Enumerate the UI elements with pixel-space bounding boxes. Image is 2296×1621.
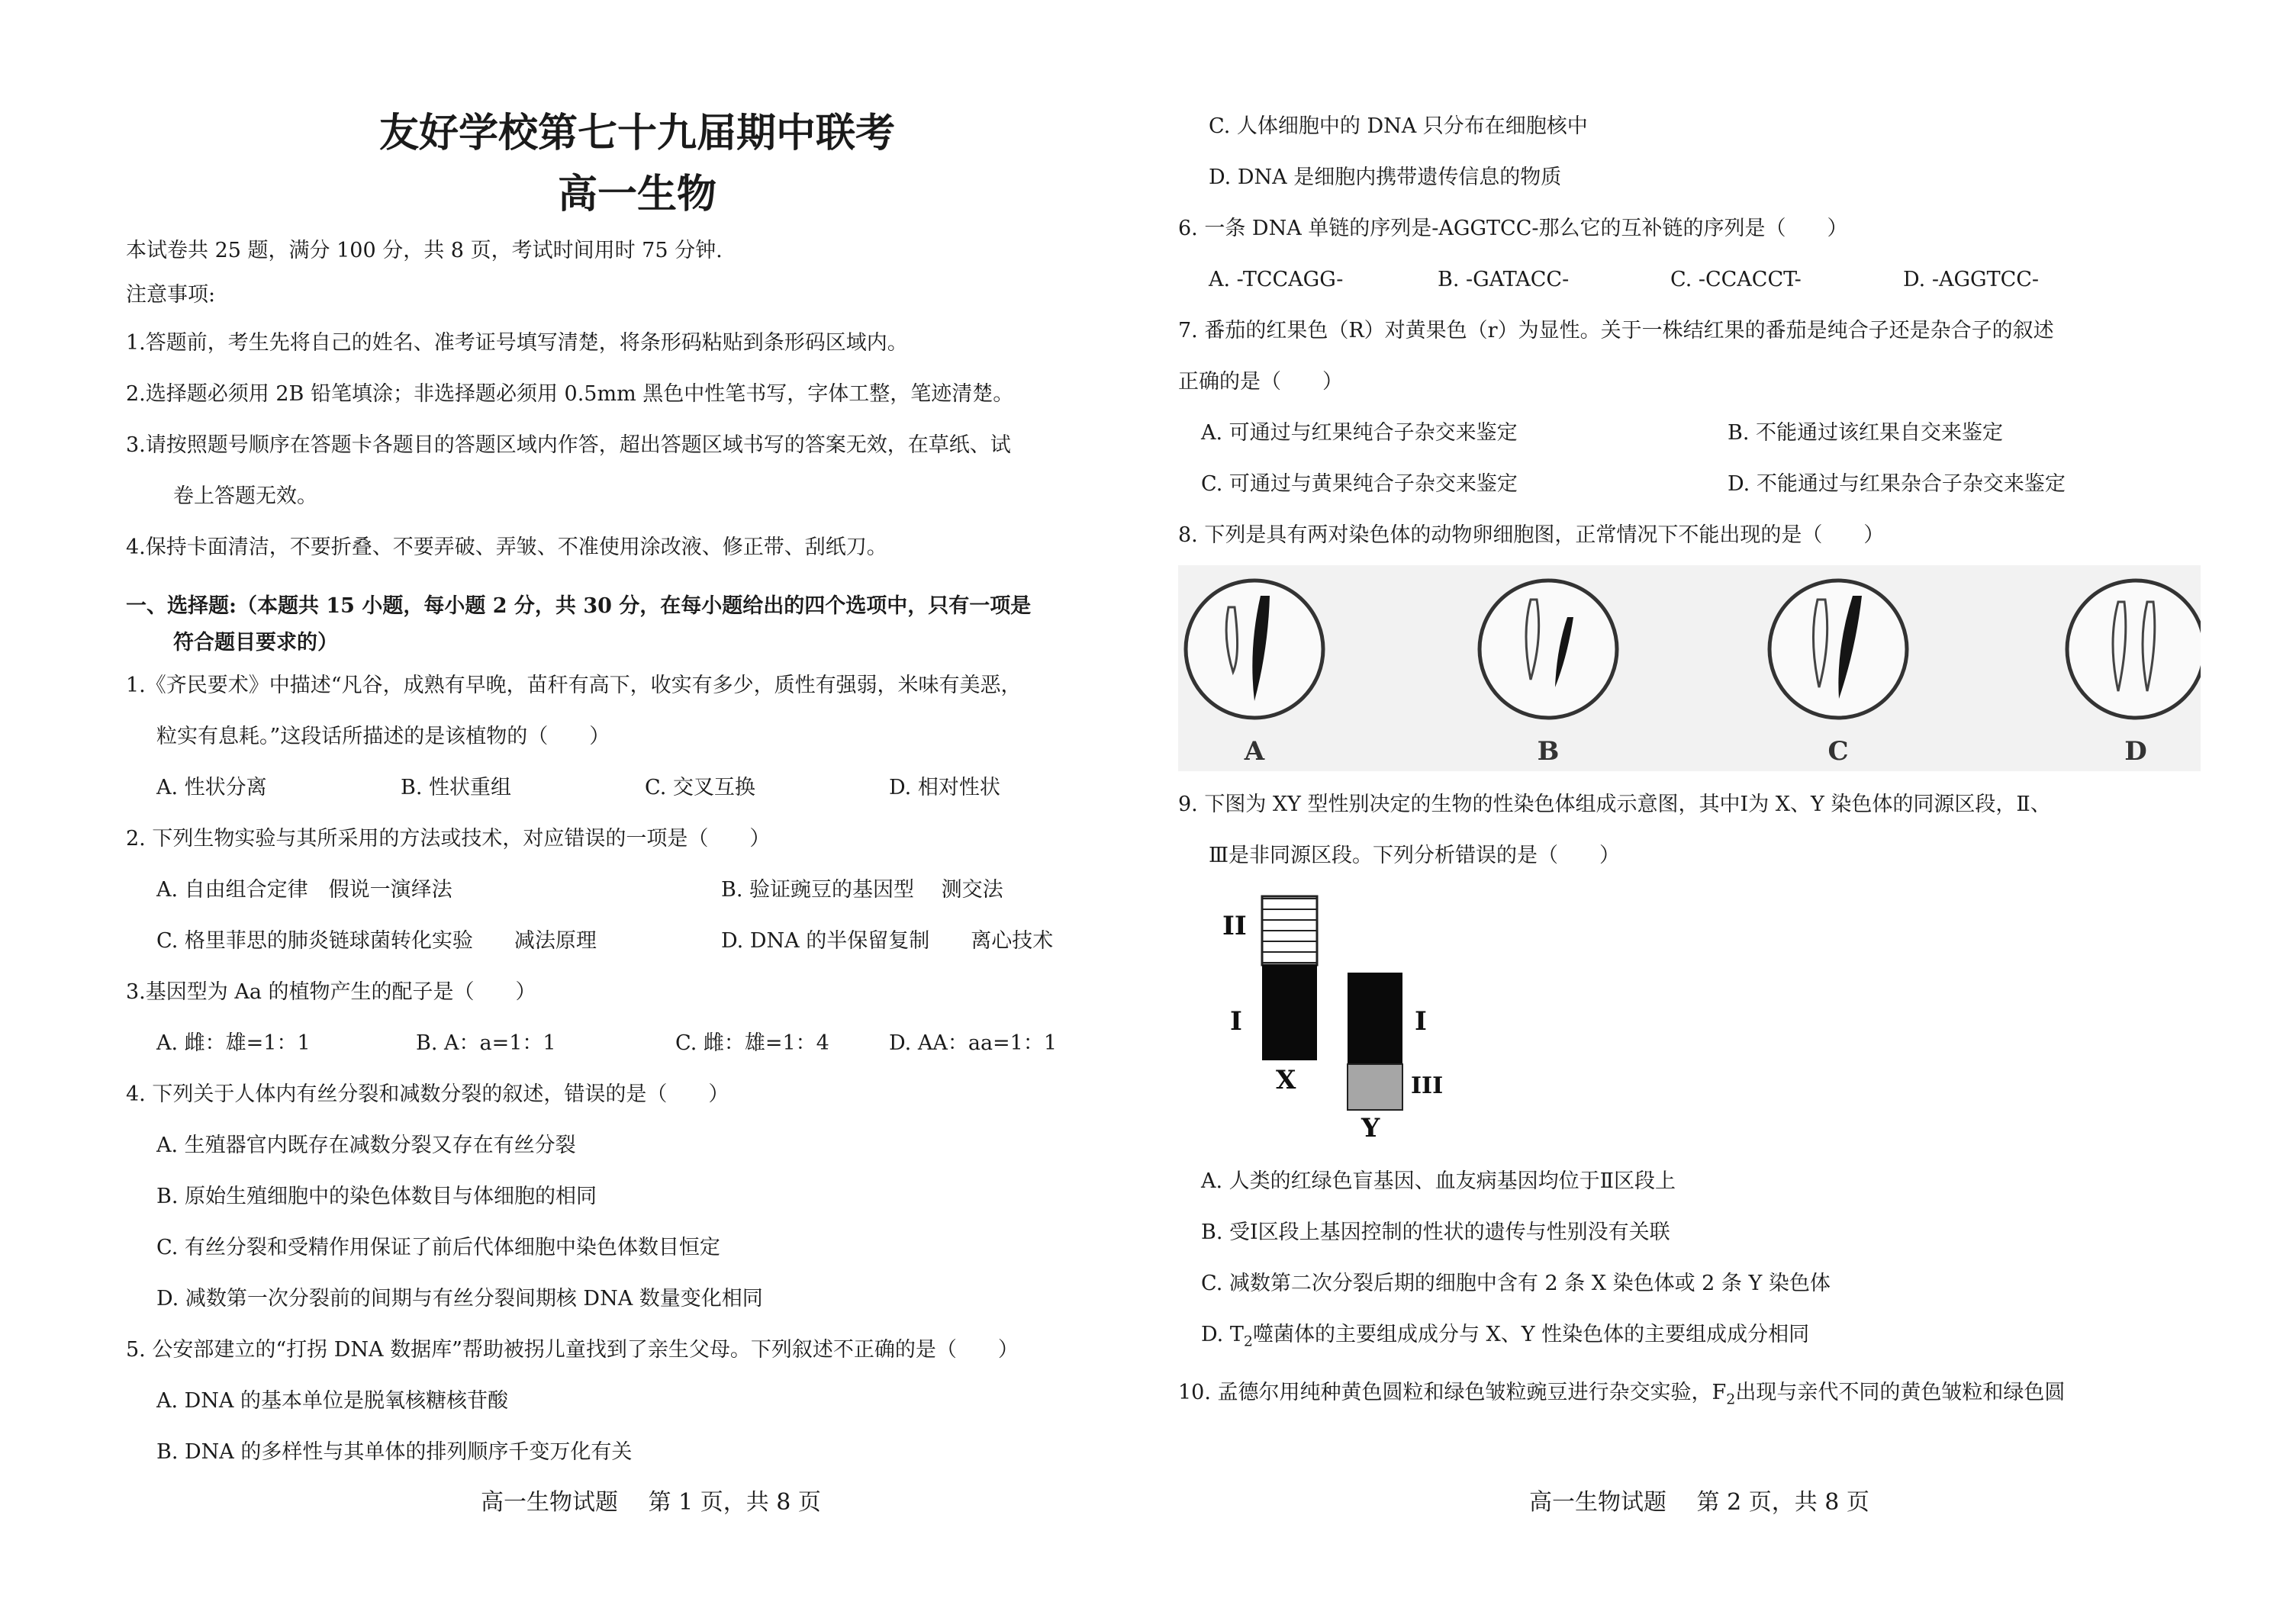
- label-ii: II: [1222, 911, 1247, 941]
- q4-option-d: D. 减数第一次分裂前的间期与有丝分裂间期核 DNA 数量变化相同: [156, 1287, 763, 1311]
- q9-option-b: B. 受Ⅰ区段上基因控制的性状的遗传与性别没有关联: [1201, 1221, 1670, 1244]
- q7-option-c: C. 可通过与黄果纯合子杂交来鉴定: [1201, 472, 1518, 496]
- q5-option-c: C. 人体细胞中的 DNA 只分布在细胞核中: [1209, 114, 1588, 138]
- label-y: Y: [1361, 1113, 1380, 1143]
- q5-option-a: A. DNA 的基本单位是脱氧核糖核苷酸: [156, 1389, 509, 1413]
- cell-a-label: A: [1244, 736, 1265, 767]
- x-region-i: [1262, 965, 1317, 1060]
- q9-stem: 9. 下图为 XY 型性别决定的生物的性染色体组成示意图，其中Ⅰ为 X、Y 染色体的同源区段，Ⅱ、: [1178, 793, 2051, 816]
- q2-option-d: D. DNA 的半保留复制 离心技术: [721, 929, 1054, 953]
- page-2-footer: 高一生物试题 第 2 页，共 8 页: [1529, 1489, 1869, 1516]
- q4-option-b: B. 原始生殖细胞中的染色体数目与体细胞的相同: [156, 1185, 597, 1208]
- y-region-i: [1348, 973, 1402, 1064]
- cell-b: [1480, 581, 1617, 718]
- notice-2: 2.选择题必须用 2B 铅笔填涂；非选择题必须用 0.5mm 黑色中性笔书写，字体工整，笔迹清楚。: [126, 382, 1014, 406]
- q7-option-a: A. 可通过与红果纯合子杂交来鉴定: [1201, 421, 1518, 445]
- exam-intro: 本试卷共 25 题，满分 100 分，共 8 页，考试时间用时 75 分钟.: [126, 239, 723, 262]
- q5-stem: 5. 公安部建立的“打拐 DNA 数据库”帮助被拐儿童找到了亲生父母。下列叙述不正确的是（ ）: [126, 1338, 1019, 1362]
- q7-stem: 7. 番茄的红果色（R）对黄果色（r）为显性。关于一株结红果的番茄是纯合子还是杂合子的叙述: [1178, 319, 2054, 343]
- q7-option-b: B. 不能通过该红果自交来鉴定: [1728, 421, 2004, 445]
- q10-stem: [1178, 1367, 2296, 1425]
- q9-stem-cont: Ⅲ是非同源区段。下列分析错误的是（ ）: [1209, 844, 1621, 867]
- notice-3-cont: 卷上答题无效。: [173, 484, 317, 508]
- q1-option-d: D. 相对性状: [889, 776, 1000, 799]
- q1-option-b: B. 性状重组: [401, 776, 512, 799]
- q1-stem: 1.《齐民要术》中描述“凡谷，成熟有早晚，苗秆有高下，收实有多少，质性有强弱，米味有美恶，: [126, 674, 1022, 697]
- section-1-heading-cont: 符合题目要求的）: [173, 631, 338, 655]
- notice-4: 4.保持卡面清洁，不要折叠、不要弄破、弄皱、不准使用涂改液、修正带、刮纸刀。: [126, 536, 887, 559]
- q3-option-a: A. 雌：雄=1：1: [156, 1031, 311, 1055]
- q8-stem: 8. 下列是具有两对染色体的动物卵细胞图，正常情况下不能出现的是（ ）: [1178, 523, 1885, 547]
- y-region-iii: [1348, 1064, 1402, 1110]
- label-i-left: I: [1230, 1006, 1242, 1037]
- q1-option-c: C. 交叉互换: [645, 776, 755, 799]
- label-x: X: [1276, 1065, 1296, 1095]
- q3-options: [126, 1018, 1148, 1069]
- cell-a: [1186, 581, 1323, 718]
- q7-options-ab: [1178, 407, 2296, 458]
- cell-b-label: B: [1537, 736, 1560, 767]
- q4-stem: 4. 下列关于人体内有丝分裂和减数分裂的叙述，错误的是（ ）: [126, 1082, 729, 1106]
- q6-option-d: D. -AGGTCC-: [1903, 268, 2040, 291]
- q3-option-c: C. 雌：雄=1：4: [675, 1031, 829, 1055]
- cell-d-label: D: [2124, 736, 2147, 767]
- q9-option-d-prefix: D. T: [1201, 1323, 1244, 1346]
- exam-subject: 高一生物: [557, 171, 716, 217]
- q9-option-d: [1178, 1309, 2296, 1367]
- notice-title: 注意事项:: [126, 283, 216, 307]
- q3-option-b: B. A：a=1：1: [416, 1031, 556, 1055]
- q9-option-d-text: 噬菌体的主要组成成分与 X、Y 性染色体的主要组成成分相同: [1252, 1323, 1810, 1346]
- exam-page-2: [1148, 0, 2296, 1621]
- q10-subscript: 2: [1726, 1391, 1736, 1408]
- q7-options-cd: [1178, 458, 2296, 510]
- q2-option-c: C. 格里菲思的肺炎链球菌转化实验 减法原理: [156, 929, 597, 953]
- q2-option-b: B. 验证豌豆的基因型 测交法: [721, 878, 1003, 902]
- q9-option-c: C. 减数第二次分裂后期的细胞中含有 2 条 X 染色体或 2 条 Y 染色体: [1201, 1272, 1831, 1295]
- q10-stem-prefix: 10. 孟德尔用纯种黄色圆粒和绿色皱粒豌豆进行杂交实验，F: [1178, 1381, 1727, 1405]
- q6-option-c: C. -CCACCT-: [1670, 268, 1802, 291]
- q2-options-cd: [126, 915, 1148, 966]
- q6-stem: 6. 一条 DNA 单链的序列是-AGGTCC-那么它的互补链的序列是（ ）: [1178, 217, 1848, 240]
- q10-stem-text: 出现与亲代不同的黄色皱粒和绿色圆: [1735, 1381, 2066, 1405]
- page-1-footer: 高一生物试题 第 1 页，共 8 页: [481, 1489, 821, 1516]
- q2-options-ab: [126, 864, 1148, 915]
- q5-option-b: B. DNA 的多样性与其单体的排列顺序千变万化有关: [156, 1440, 633, 1464]
- q7-stem-cont: 正确的是（ ）: [1178, 370, 1343, 394]
- q2-option-a: A. 自由组合定律 假说一演绎法: [156, 878, 452, 902]
- label-iii: III: [1411, 1073, 1444, 1099]
- q1-option-a: A. 性状分离: [156, 776, 267, 799]
- q9-sex-chromosome-diagram: [1178, 889, 1499, 1156]
- q7-option-d: D. 不能通过与红果杂合子杂交来鉴定: [1728, 472, 2066, 496]
- notice-3: 3.请按照题号顺序在答题卡各题目的答题区域内作答，超出答题区域书写的答案无效，在草纸、试: [126, 433, 1011, 457]
- q3-stem: 3.基因型为 Aa 的植物产生的配子是（ ）: [126, 980, 536, 1004]
- notice-1: 1.答题前，考生先将自己的姓名、准考证号填写清楚，将条形码粘贴到条形码区域内。: [126, 331, 908, 355]
- q6-option-b: B. -GATACC-: [1438, 268, 1570, 291]
- q1-options: [126, 762, 1148, 813]
- q8-figure-svg: [1178, 565, 2201, 771]
- q4-option-c: C. 有丝分裂和受精作用保证了前后代体细胞中染色体数目恒定: [156, 1236, 720, 1259]
- cell-c-label: C: [1827, 736, 1849, 767]
- section-1-heading: 一、选择题:（本题共 15 小题，每小题 2 分，共 30 分，在每小题给出的四个选项中，只有一项是: [126, 594, 1032, 618]
- x-region-ii: [1262, 896, 1317, 965]
- label-i-right: I: [1415, 1006, 1427, 1037]
- q9-option-a: A. 人类的红绿色盲基因、血友病基因均位于Ⅱ区段上: [1201, 1169, 1676, 1193]
- q9-diagram-svg: [1178, 889, 1499, 1156]
- q6-options: [1178, 254, 2296, 305]
- q2-stem: 2. 下列生物实验与其所采用的方法或技术，对应错误的一项是（ ）: [126, 827, 771, 851]
- q8-egg-cell-figure: [1178, 565, 2201, 771]
- cell-c: [1769, 581, 1907, 718]
- exam-title: 友好学校第七十九届期中联考: [378, 110, 895, 156]
- q4-option-a: A. 生殖器官内既存在减数分裂又存在有丝分裂: [156, 1134, 576, 1157]
- q5-option-d: D. DNA 是细胞内携带遗传信息的物质: [1209, 166, 1562, 189]
- cell-d: [2067, 581, 2201, 718]
- q9-option-d-subscript: 2: [1243, 1333, 1253, 1350]
- q6-option-a: A. -TCCAGG-: [1209, 268, 1344, 291]
- q3-option-d: D. AA：aa=1：1: [889, 1031, 1058, 1055]
- q1-stem-cont: 粒实有息耗。”这段话所描述的是该植物的（ ）: [156, 725, 610, 748]
